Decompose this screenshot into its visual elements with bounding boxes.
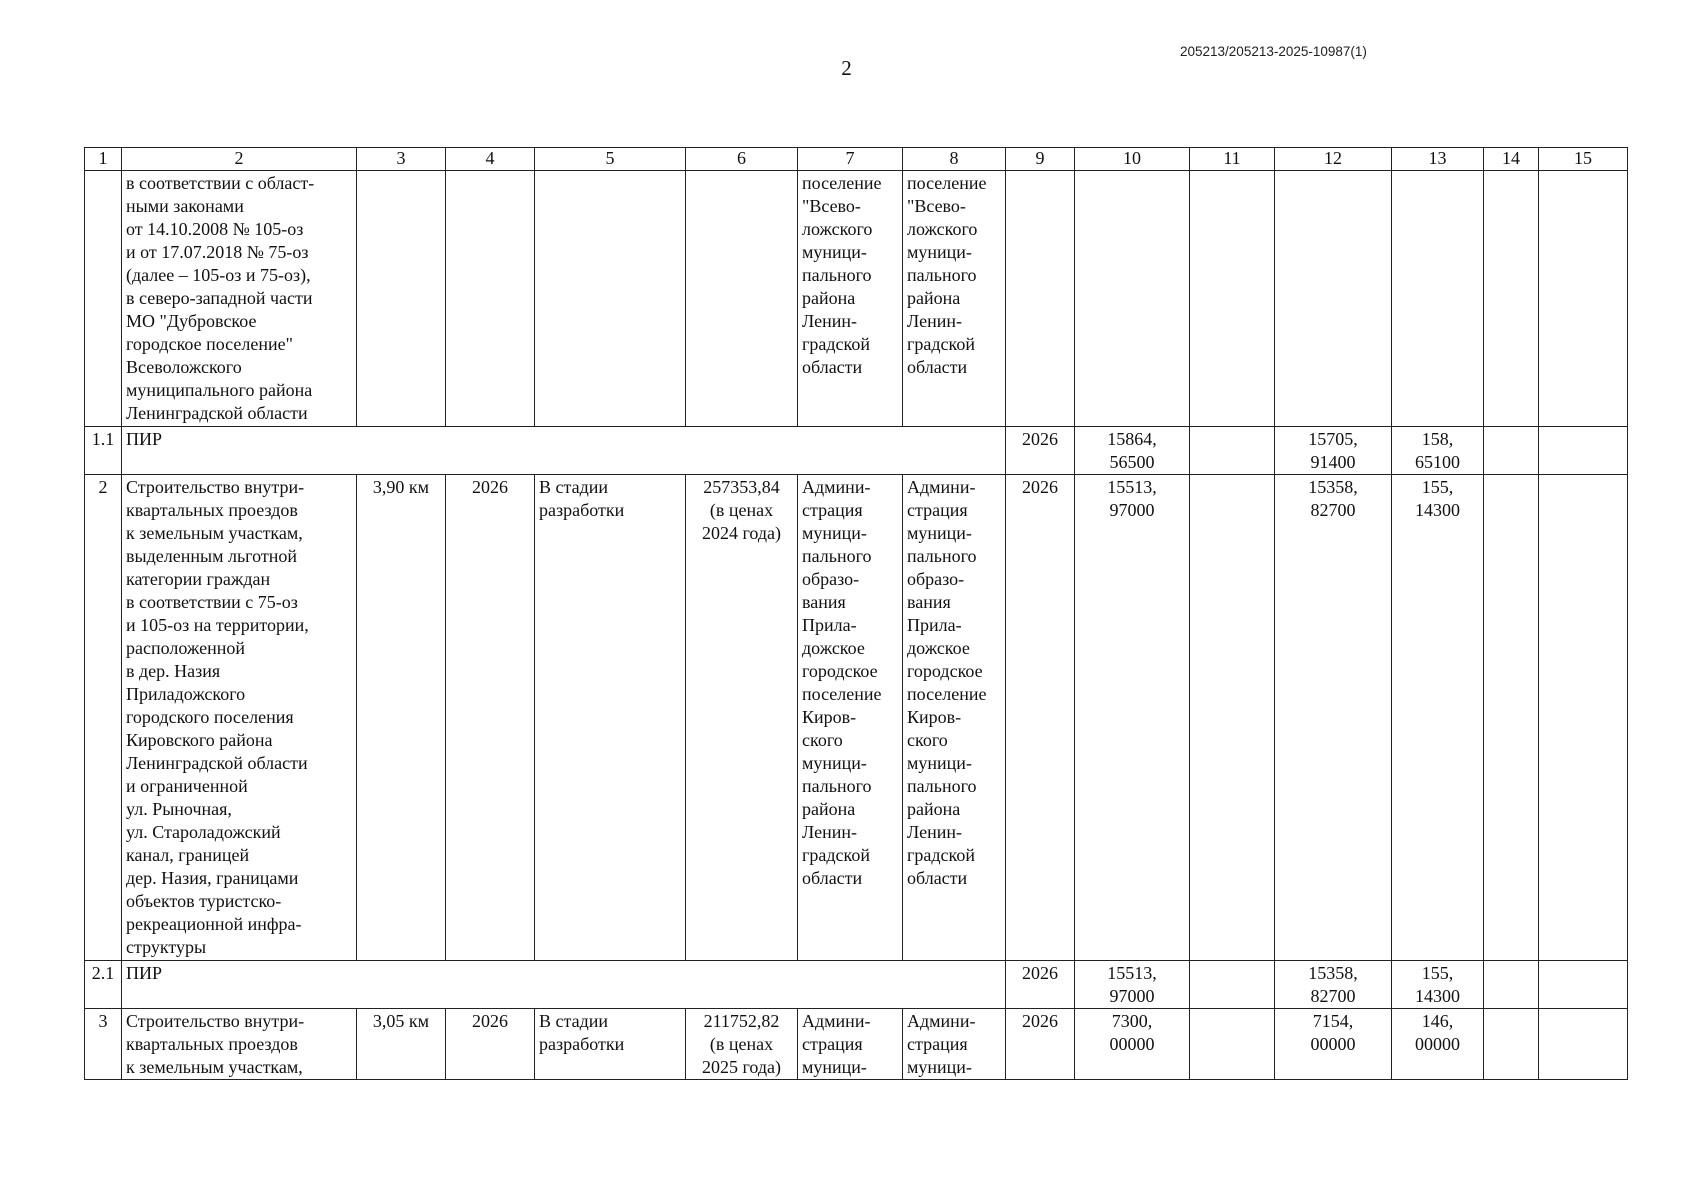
column-number: 11 — [1190, 148, 1275, 171]
text-line: пального — [802, 776, 872, 796]
col12-cell — [1275, 1009, 1392, 1080]
text-line: страция — [802, 1034, 863, 1054]
length-cell: 3,05 км — [357, 1009, 446, 1080]
page-number: 2 — [841, 56, 852, 80]
description-cell — [122, 475, 357, 961]
text-line: 15705, — [1308, 429, 1358, 449]
col13-cell — [1392, 171, 1484, 427]
text-line: и 105-оз на территории, — [126, 615, 309, 635]
text-line: объектов туристско- — [126, 891, 282, 911]
col15-cell — [1539, 475, 1628, 961]
text-line: поселение — [802, 684, 882, 704]
investment-table — [84, 147, 1628, 1080]
text-line: выделенным льготной — [126, 546, 297, 566]
text-line: 15864, — [1107, 429, 1157, 449]
text-line: структуры — [126, 937, 207, 957]
text-line: 211752,82 — [703, 1011, 780, 1031]
column-number: 8 — [903, 148, 1006, 171]
text-line: Приладожского — [126, 684, 246, 704]
text-line: 15513, — [1107, 477, 1157, 497]
text-line: Ленинградской области — [126, 753, 308, 773]
text-line: расположенной — [126, 638, 245, 658]
text-line: Ленин- — [907, 822, 962, 842]
text-line: 15358, — [1308, 963, 1358, 983]
year-cell: 2026 — [1006, 475, 1075, 961]
column-number: 3 — [357, 148, 446, 171]
column-number: 15 — [1539, 148, 1628, 171]
text-line: квартальных проездов — [126, 1034, 298, 1054]
text-line: 14300 — [1415, 986, 1460, 1006]
customer-cell — [798, 1009, 903, 1080]
text-line: страция — [907, 500, 968, 520]
col11-cell — [1190, 1009, 1275, 1080]
text-line: ложского — [907, 219, 978, 239]
text-line: 257353,84 — [703, 477, 780, 497]
row-number-cell — [85, 171, 122, 427]
text-line: Админи- — [802, 477, 871, 497]
text-line: области — [802, 868, 863, 888]
col10-cell — [1075, 427, 1190, 475]
text-line: Киров- — [802, 707, 857, 727]
text-line: муници- — [802, 1057, 867, 1077]
table-row — [85, 1009, 1628, 1080]
text-line: Ленин- — [802, 311, 857, 331]
text-line: муниципального района — [126, 380, 313, 400]
text-line: городское поселение" — [126, 334, 293, 354]
text-line: муници- — [802, 242, 867, 262]
col13-cell — [1392, 1009, 1484, 1080]
text-line: категории граждан — [126, 569, 271, 589]
start-year-cell: 2026 — [446, 1009, 535, 1080]
description-cell — [122, 1009, 357, 1080]
row-number-cell: 1.1 — [85, 427, 122, 475]
year-cell: 2026 — [1006, 961, 1075, 1009]
cost-cell — [686, 171, 798, 427]
col11-cell — [1190, 171, 1275, 427]
text-line: вания — [802, 592, 846, 612]
text-line: ского — [802, 730, 843, 750]
year-cell — [1006, 171, 1075, 427]
col14-cell — [1484, 961, 1539, 1009]
year-cell: 2026 — [1006, 427, 1075, 475]
text-line: градской — [802, 334, 870, 354]
text-line: образо- — [802, 569, 860, 589]
text-line: ложского — [802, 219, 873, 239]
text-line: к земельным участкам, — [126, 523, 303, 543]
col14-cell — [1484, 1009, 1539, 1080]
text-line: 91400 — [1310, 452, 1356, 472]
text-line: муници- — [802, 523, 867, 543]
text-line: от 14.10.2008 № 105-оз — [126, 219, 304, 239]
text-line: Ленин- — [802, 822, 857, 842]
table-row — [85, 961, 1628, 1009]
length-cell: 3,90 км — [357, 475, 446, 961]
text-line: В стадии — [539, 477, 608, 497]
column-number: 4 — [446, 148, 535, 171]
text-line: пального — [802, 265, 872, 285]
text-line: городское — [907, 661, 983, 681]
stage-label-cell: ПИР — [122, 427, 1006, 475]
text-line: области — [802, 357, 863, 377]
text-line: 155, — [1421, 963, 1454, 983]
text-line: "Всево- — [907, 196, 966, 216]
text-line: 15358, — [1308, 477, 1358, 497]
status-cell — [535, 171, 686, 427]
text-line: Всеволожского — [126, 357, 242, 377]
status-cell — [535, 475, 686, 961]
text-line: образо- — [907, 569, 965, 589]
cost-cell — [686, 475, 798, 961]
col15-cell — [1539, 1009, 1628, 1080]
text-line: 155, — [1421, 477, 1454, 497]
text-line: к земельным участкам, — [126, 1057, 303, 1077]
column-number: 7 — [798, 148, 903, 171]
col12-cell — [1275, 475, 1392, 961]
col15-cell — [1539, 427, 1628, 475]
status-cell — [535, 1009, 686, 1080]
text-line: муници- — [907, 753, 972, 773]
text-line: Прила- — [802, 615, 857, 635]
col11-cell — [1190, 427, 1275, 475]
col12-cell — [1275, 427, 1392, 475]
cost-cell — [686, 1009, 798, 1080]
text-line: страция — [802, 500, 863, 520]
table-row — [85, 171, 1628, 427]
col11-cell — [1190, 961, 1275, 1009]
start-year-cell: 2026 — [446, 475, 535, 961]
text-line: 65100 — [1415, 452, 1460, 472]
text-line: ул. Рыночная, — [126, 799, 232, 819]
text-line: 146, — [1421, 1011, 1454, 1031]
text-line: градской — [802, 845, 870, 865]
text-line: пального — [802, 546, 872, 566]
text-line: МО "Дубровское — [126, 311, 257, 331]
text-line: 97000 — [1109, 986, 1155, 1006]
text-line: области — [907, 357, 968, 377]
col13-cell — [1392, 427, 1484, 475]
text-line: дожское — [907, 638, 970, 658]
text-line: 158, — [1421, 429, 1454, 449]
text-line: разработки — [539, 1034, 625, 1054]
col10-cell — [1075, 171, 1190, 427]
col11-cell — [1190, 475, 1275, 961]
text-line: городского поселения — [126, 707, 294, 727]
text-line: вания — [907, 592, 951, 612]
column-number: 2 — [122, 148, 357, 171]
col14-cell — [1484, 427, 1539, 475]
text-line: 2025 года) — [701, 1057, 782, 1077]
text-line: рекреационной инфра- — [126, 914, 302, 934]
col12-cell — [1275, 171, 1392, 427]
col10-cell — [1075, 1009, 1190, 1080]
col10-cell — [1075, 961, 1190, 1009]
text-line: В стадии — [539, 1011, 608, 1031]
text-line: 56500 — [1109, 452, 1155, 472]
text-line: (в ценах — [709, 500, 774, 520]
text-line: городское — [802, 661, 878, 681]
developer-cell — [903, 171, 1006, 427]
text-line: 2024 года) — [701, 523, 782, 543]
developer-cell — [903, 475, 1006, 961]
year-cell: 2026 — [1006, 1009, 1075, 1080]
text-line: района — [802, 799, 856, 819]
col12-cell — [1275, 961, 1392, 1009]
start-year-cell — [446, 171, 535, 427]
text-line: градской — [907, 334, 975, 354]
text-line: в дер. Назия — [126, 661, 221, 681]
text-line: канал, границей — [126, 845, 250, 865]
text-line: района — [802, 288, 856, 308]
text-line: и ограниченной — [126, 776, 248, 796]
length-cell — [357, 171, 446, 427]
text-line: 14300 — [1415, 500, 1460, 520]
col13-cell — [1392, 475, 1484, 961]
text-line: поселение — [802, 173, 882, 193]
text-line: 7300, — [1111, 1011, 1153, 1031]
text-line: Ленин- — [907, 311, 962, 331]
text-line: Строительство внутри- — [126, 477, 305, 497]
developer-cell — [903, 1009, 1006, 1080]
text-line: 97000 — [1109, 500, 1155, 520]
text-line: и от 17.07.2018 № 75-оз — [126, 242, 309, 262]
text-line: Админи- — [907, 477, 976, 497]
col10-cell — [1075, 475, 1190, 961]
text-line: Ленинградской области — [126, 403, 308, 423]
col15-cell — [1539, 171, 1628, 427]
row-number-cell: 2.1 — [85, 961, 122, 1009]
row-number-cell: 2 — [85, 475, 122, 961]
text-line: 82700 — [1310, 986, 1356, 1006]
table-row — [85, 427, 1628, 475]
text-line: муници- — [802, 753, 867, 773]
text-line: ского — [907, 730, 948, 750]
text-line: района — [907, 288, 961, 308]
text-line: муници- — [907, 242, 972, 262]
column-number: 12 — [1275, 148, 1392, 171]
text-line: дожское — [802, 638, 865, 658]
description-cell — [122, 171, 357, 427]
column-number: 13 — [1392, 148, 1484, 171]
text-line: (в ценах — [709, 1034, 774, 1054]
col15-cell — [1539, 961, 1628, 1009]
text-line: квартальных проездов — [126, 500, 298, 520]
text-line: Строительство внутри- — [126, 1011, 305, 1031]
text-line: Прила- — [907, 615, 962, 635]
text-line: Админи- — [907, 1011, 976, 1031]
text-line: Киров- — [907, 707, 962, 727]
col13-cell — [1392, 961, 1484, 1009]
text-line: поселение — [907, 684, 987, 704]
text-line: дер. Назия, границами — [126, 868, 299, 888]
text-line: 00000 — [1415, 1034, 1460, 1054]
text-line: муници- — [907, 1057, 972, 1077]
table-row — [85, 475, 1628, 961]
text-line: (далее – 105-оз и 75-оз), — [126, 265, 311, 285]
row-number-cell: 3 — [85, 1009, 122, 1080]
text-line: пального — [907, 776, 977, 796]
customer-cell — [798, 475, 903, 961]
column-number: 5 — [535, 148, 686, 171]
col14-cell — [1484, 171, 1539, 427]
column-number: 14 — [1484, 148, 1539, 171]
text-line: пального — [907, 265, 977, 285]
text-line: области — [907, 868, 968, 888]
column-number: 9 — [1006, 148, 1075, 171]
text-line: в северо-западной части — [126, 288, 313, 308]
column-number: 1 — [85, 148, 122, 171]
text-line: Кировского района — [126, 730, 273, 750]
text-line: района — [907, 799, 961, 819]
text-line: ул. Староладожский — [126, 822, 281, 842]
col14-cell — [1484, 475, 1539, 961]
text-line: 00000 — [1109, 1034, 1155, 1054]
document-id: 205213/205213-2025-10987(1) — [1180, 44, 1367, 59]
text-line: ными законами — [126, 196, 244, 216]
column-number: 6 — [686, 148, 798, 171]
text-line: муници- — [907, 523, 972, 543]
text-line: градской — [907, 845, 975, 865]
text-line: разработки — [539, 500, 625, 520]
text-line: в соответствии с област- — [126, 173, 315, 193]
text-line: Админи- — [802, 1011, 871, 1031]
text-line: 15513, — [1107, 963, 1157, 983]
text-line: пального — [907, 546, 977, 566]
column-number: 10 — [1075, 148, 1190, 171]
text-line: поселение — [907, 173, 987, 193]
stage-label-cell: ПИР — [122, 961, 1006, 1009]
text-line: страция — [907, 1034, 968, 1054]
column-number-row — [85, 148, 1628, 171]
text-line: 00000 — [1310, 1034, 1356, 1054]
text-line: 82700 — [1310, 500, 1356, 520]
text-line: в соответствии с 75-оз — [126, 592, 298, 612]
text-line: 7154, — [1312, 1011, 1354, 1031]
customer-cell — [798, 171, 903, 427]
text-line: "Всево- — [802, 196, 861, 216]
